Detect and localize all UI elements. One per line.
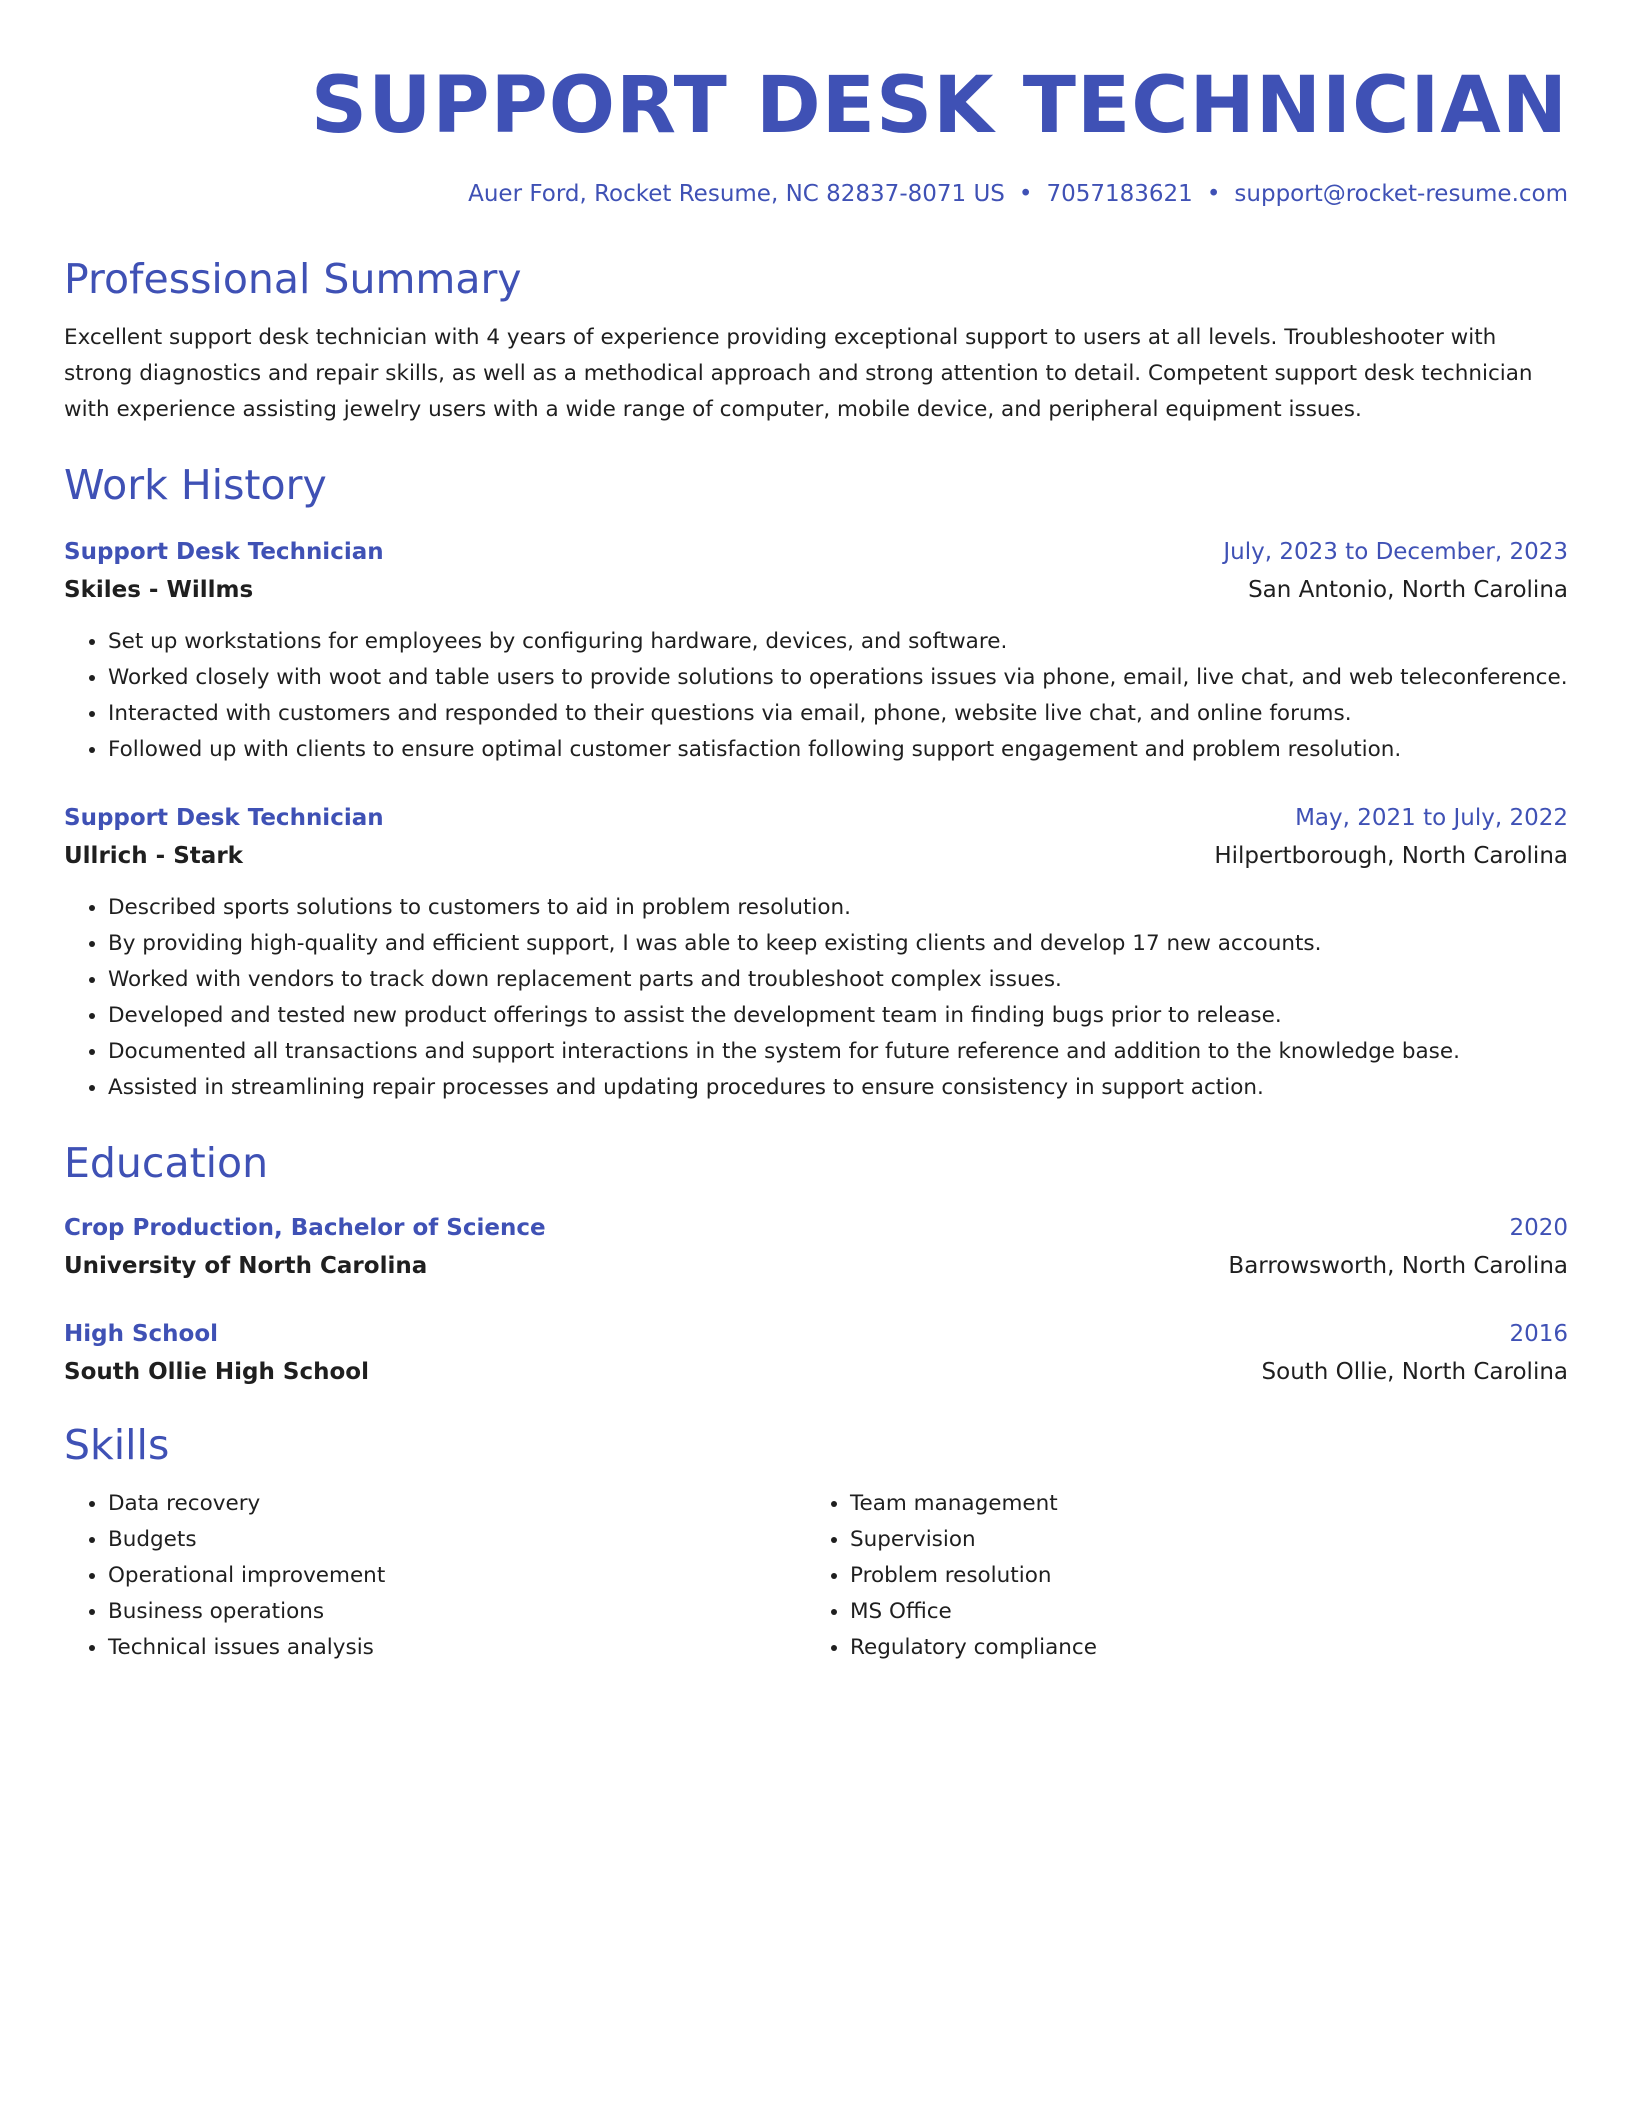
contact-phone: 7057183621 — [1046, 181, 1193, 207]
section-title-work-history: Work History — [64, 461, 327, 509]
job-bullet: • Documented all transactions and support interactions in the system for future reference and addition to the knowledge base. — [108, 1034, 1568, 1070]
job-bullet: • Followed up with clients to ensure optimal customer satisfaction following support engagement and problem resolution. — [108, 732, 1568, 768]
job-bullets — [64, 890, 1568, 1106]
skill-item: • Data recovery — [108, 1486, 806, 1522]
contact-address: Auer Ford, Rocket Resume, NC 82837-8071 US — [468, 181, 1005, 207]
education-degree: Crop Production, Bachelor of Science — [64, 1215, 546, 1241]
education-year: 2016 — [1509, 1321, 1568, 1347]
job-bullet: • Assisted in streamlining repair processes and updating procedures to ensure consistency in support action. — [108, 1070, 1568, 1106]
job-location: San Antonio, North Carolina — [1248, 577, 1568, 603]
job-entry — [64, 800, 1568, 1106]
contact-separator: • — [1206, 181, 1221, 207]
skills-column-left — [64, 1486, 806, 1666]
skill-item: • MS Office — [850, 1594, 1548, 1630]
skill-item: • Operational improvement — [108, 1558, 806, 1594]
job-dates: May, 2021 to July, 2022 — [1295, 805, 1568, 831]
education-year: 2020 — [1509, 1215, 1568, 1241]
job-bullet: • Worked closely with woot and table users to provide solutions to operations issues via phone, email, live chat, and web teleconference. — [108, 660, 1568, 696]
education-school: South Ollie High School — [64, 1359, 369, 1385]
job-role: Support Desk Technician — [64, 539, 384, 565]
job-bullet: • Worked with vendors to track down replacement parts and troubleshoot complex issues. — [108, 962, 1568, 998]
job-bullet: • Set up workstations for employees by configuring hardware, devices, and software. — [108, 624, 1568, 660]
education-location: Barrowsworth, North Carolina — [1228, 1253, 1568, 1279]
education-entry — [64, 1210, 1568, 1286]
job-company: Ullrich - Stark — [64, 843, 243, 869]
resume-page — [64, 56, 1568, 1666]
skill-item: • Technical issues analysis — [108, 1630, 806, 1666]
resume-name: SUPPORT DESK TECHNICIAN — [310, 61, 1568, 151]
job-bullet: • By providing high-quality and efficient support, I was able to keep existing clients and develop 17 new accounts. — [108, 926, 1568, 962]
skills-column-right — [806, 1486, 1548, 1666]
skill-item: • Supervision — [850, 1522, 1548, 1558]
job-role: Support Desk Technician — [64, 805, 384, 831]
contact-email: support@rocket-resume.com — [1234, 181, 1568, 207]
section-title-summary: Professional Summary — [64, 255, 522, 303]
job-entry — [64, 534, 1568, 768]
education-location: South Ollie, North Carolina — [1261, 1359, 1568, 1385]
education-degree: High School — [64, 1321, 219, 1347]
education-entry — [64, 1316, 1568, 1392]
contact-line — [64, 178, 1568, 210]
section-title-education: Education — [64, 1139, 269, 1187]
job-bullets — [64, 624, 1568, 768]
skill-item: • Problem resolution — [850, 1558, 1548, 1594]
job-dates: July, 2023 to December, 2023 — [1223, 539, 1568, 565]
skills-list — [64, 1486, 1568, 1666]
skill-item: • Team management — [850, 1486, 1548, 1522]
contact-separator: • — [1018, 181, 1033, 207]
job-bullet: • Described sports solutions to customers to aid in problem resolution. — [108, 890, 1568, 926]
job-location: Hilpertborough, North Carolina — [1214, 843, 1568, 869]
skill-item: • Budgets — [108, 1522, 806, 1558]
job-company: Skiles - Willms — [64, 577, 254, 603]
section-title-skills: Skills — [64, 1421, 170, 1469]
skill-item: • Business operations — [108, 1594, 806, 1630]
summary-text: Excellent support desk technician with 4 years of experience providing exceptional support to users at all levels. Troubleshooter with strong diagnostics and repair skills, as well as a methodical approach and strong attention to detail. Competent support desk technician with experience assisting jewelry users with a wide range of computer, mobile device, and peripheral equipment issues. — [64, 325, 1533, 422]
education-school: University of North Carolina — [64, 1253, 428, 1279]
job-bullet: • Developed and tested new product offerings to assist the development team in finding bugs prior to release. — [108, 998, 1568, 1034]
job-bullet: • Interacted with customers and responded to their questions via email, phone, website live chat, and online forums. — [108, 696, 1568, 732]
skill-item: • Regulatory compliance — [850, 1630, 1548, 1666]
